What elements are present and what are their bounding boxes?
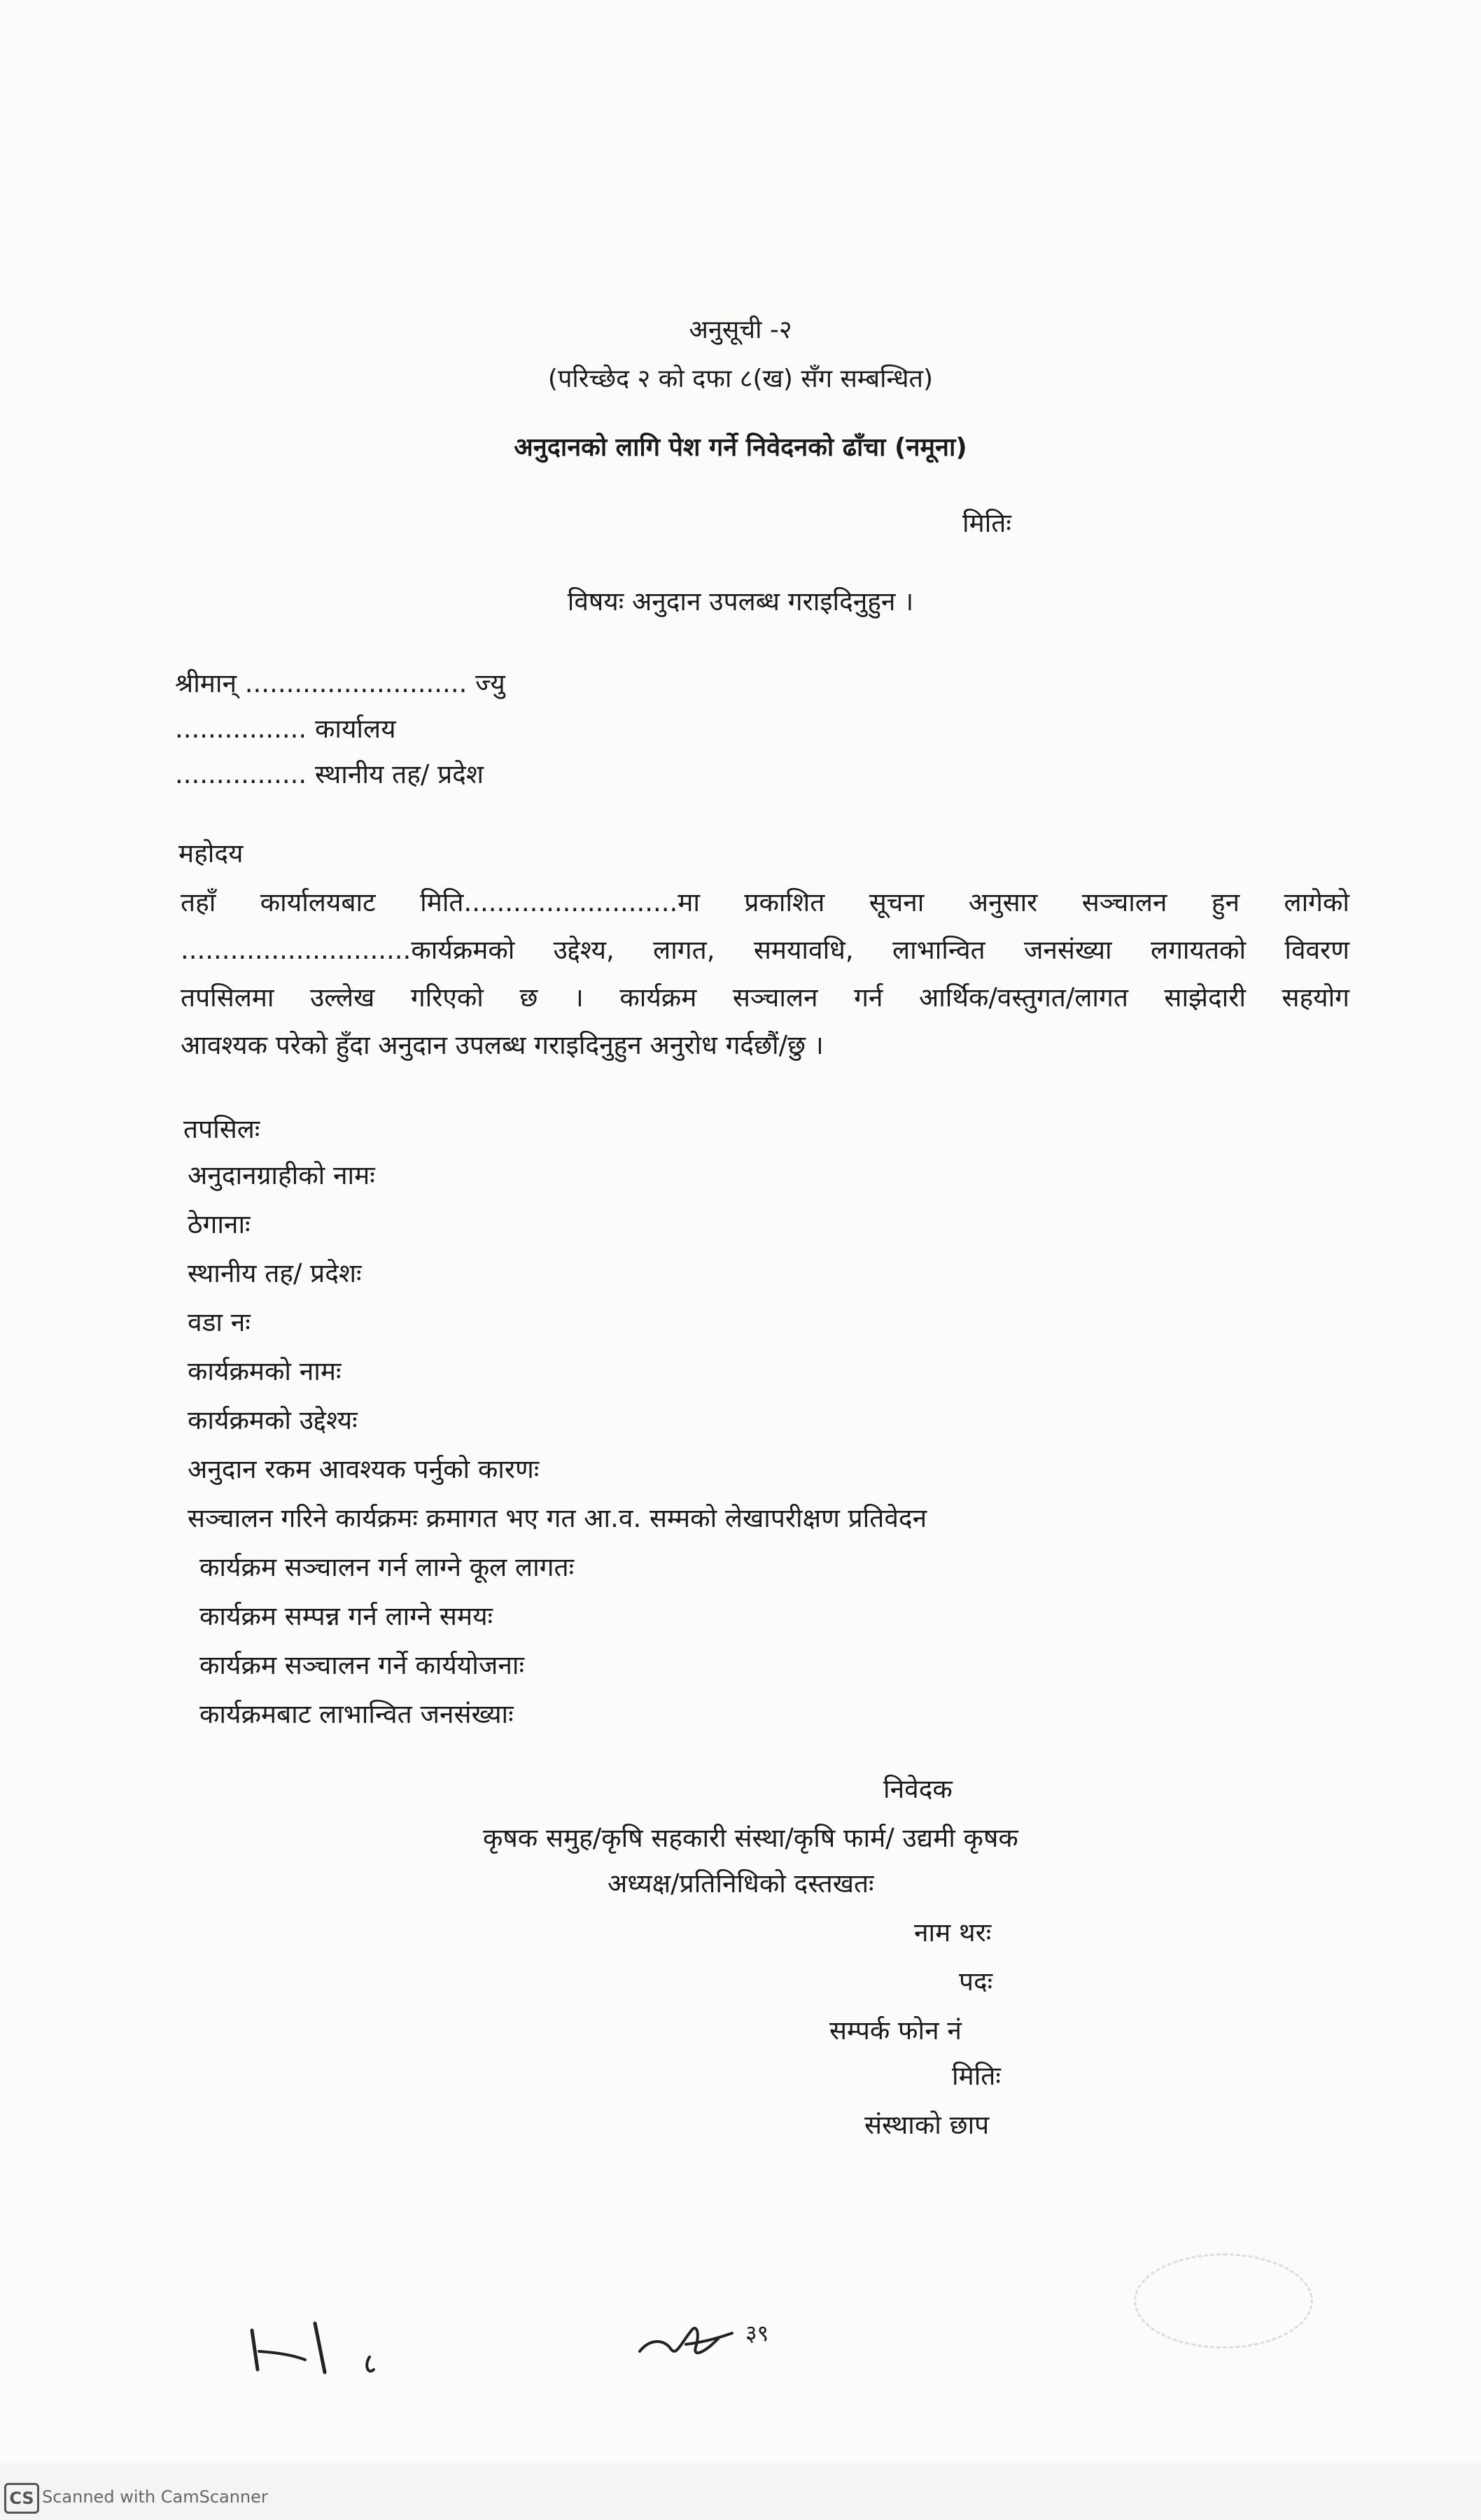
handwritten-signature-center — [630, 2302, 742, 2372]
schedule-heading: अनुसूची -२ — [689, 316, 792, 344]
detail-item: कार्यक्रमको नामः — [188, 1356, 342, 1386]
camscanner-logo-icon: CS — [4, 2483, 39, 2514]
paragraph-line: आवश्यक परेको हुँदा अनुदान उपलब्ध गराइदिनुहुन अनुरोध गर्दछौं/छु । — [181, 1030, 824, 1060]
faded-seal-stamp — [1134, 2253, 1313, 2349]
applicant-label: निवेदक — [883, 1774, 953, 1804]
details-heading: तपसिलः — [183, 1114, 260, 1144]
schedule-reference: (परिच्छेद २ को दफा ८(ख) सँग सम्बन्धित) — [547, 365, 934, 393]
page-number: ३९ — [745, 2320, 769, 2346]
applicant-seal: संस्थाको छाप — [864, 2110, 990, 2140]
detail-item: सञ्चालन गरिने कार्यक्रमः क्रमागत भए गत आ.व. सम्मको लेखापरीक्षण प्रतिवेदन — [188, 1503, 927, 1533]
detail-item: ठेगानाः — [188, 1209, 251, 1239]
applicant-name: नाम थरः — [914, 1917, 992, 1948]
date-label: मितिः — [962, 508, 1011, 538]
camscanner-watermark: Scanned with CamScanner — [42, 2487, 268, 2507]
applicant-signature: अध्यक्ष/प्रतिनिधिको दस्तखतः — [608, 1868, 874, 1899]
detail-item: कार्यक्रमबाट लाभान्वित जनसंख्याः — [199, 1699, 514, 1729]
applicant-post: पदः — [959, 1966, 993, 1997]
paragraph-line: ............................कार्यक्रमको उद्देश्य, लागत, समयावधि, लाभान्वित जनसंख्या लगायतको विवरण — [181, 935, 1349, 965]
applicant-date: मितिः — [952, 2061, 1001, 2091]
subject-line: विषयः अनुदान उपलब्ध गराइदिनुहुन । — [567, 586, 914, 617]
detail-item: स्थानीय तह/ प्रदेशः — [188, 1258, 362, 1288]
address-line-3: ................ स्थानीय तह/ प्रदेश — [175, 759, 484, 789]
handwritten-initial-left — [238, 2302, 406, 2379]
detail-item: कार्यक्रम सञ्चालन गर्न लाग्ने कूल लागतः — [199, 1552, 575, 1582]
document-title: अनुदानको लागि पेश गर्ने निवेदनको ढाँचा (नमूना) — [514, 433, 967, 462]
applicant-phone: सम्पर्क फोन नं — [829, 2015, 962, 2046]
detail-item: कार्यक्रम सञ्चालन गर्ने कार्ययोजनाः — [199, 1650, 524, 1680]
applicant-org: कृषक समुह/कृषि सहकारी संस्था/कृषि फार्म/ उद्यमी कृषक — [483, 1823, 1018, 1853]
body-paragraph — [181, 879, 1349, 1069]
detail-item: कार्यक्रमको उद्देश्यः — [188, 1405, 358, 1435]
detail-item: अनुदानग्राहीको नामः — [188, 1160, 375, 1190]
paragraph-line: तपसिलमा उल्लेख गरिएको छ । कार्यक्रम सञ्चालन गर्न आर्थिक/वस्तुगत/लागत साझेदारी सहयोग — [181, 983, 1349, 1013]
address-line-1: श्रीमान् ........................... ज्यु — [175, 668, 505, 698]
salutation: महोदय — [178, 838, 244, 868]
detail-item: कार्यक्रम सम्पन्न गर्न लाग्ने समयः — [199, 1601, 493, 1631]
detail-item: वडा नः — [188, 1307, 251, 1337]
paragraph-line: तहाँ कार्यालयबाट मिति..........................मा प्रकाशित सूचना अनुसार सञ्चालन हुन लागेको — [181, 887, 1349, 917]
address-line-2: ................ कार्यालय — [175, 714, 396, 744]
detail-item: अनुदान रकम आवश्यक पर्नुको कारणः — [188, 1454, 540, 1484]
